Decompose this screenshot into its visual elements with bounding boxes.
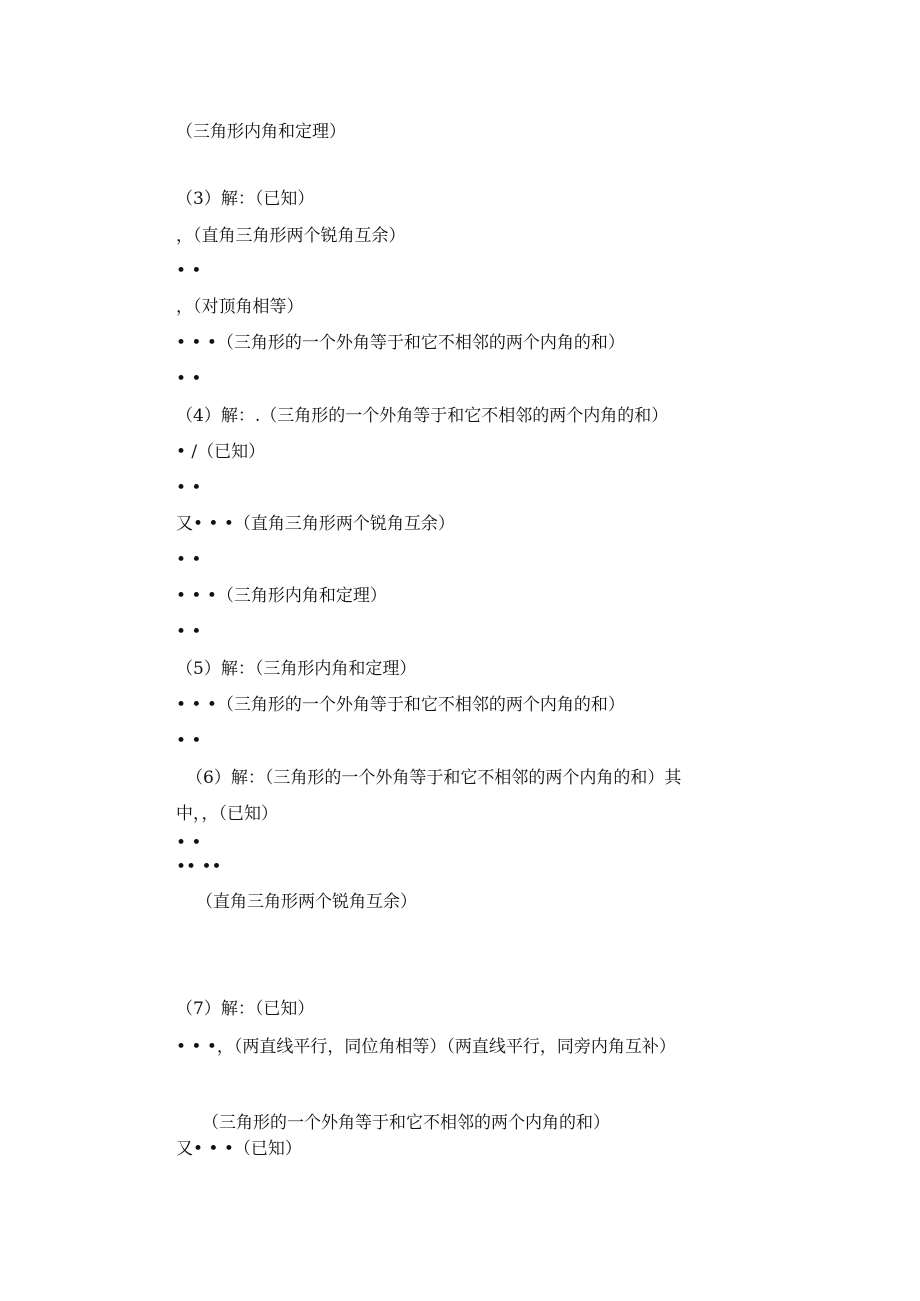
text-line: （3）解：（已知） (176, 189, 315, 209)
text-line: • • (176, 833, 202, 853)
text-line: • • •（三角形的一个外角等于和它不相邻的两个内角的和） (176, 333, 625, 353)
text-line: •• •• (176, 857, 222, 877)
text-line: • • (176, 622, 202, 642)
text-line: 又• • •（已知） (176, 1139, 302, 1159)
text-line: （三角形的一个外角等于和它不相邻的两个内角的和） (202, 1113, 610, 1133)
text-line: • • •（三角形内角和定理） (176, 586, 387, 606)
text-line: • /（已知） (176, 442, 266, 462)
text-line: （4）解：.（三角形的一个外角等于和它不相邻的两个内角的和） (176, 406, 669, 426)
text-line: • • •，（两直线平行，同位角相等）（两直线平行，同旁内角互补） (176, 1037, 676, 1057)
text-line: • • (176, 731, 202, 751)
text-line: （三角形内角和定理） (176, 122, 346, 142)
text-line: • • (176, 369, 202, 389)
text-line: • • (176, 478, 202, 498)
text-line: （5）解：（三角形内角和定理） (176, 659, 417, 679)
text-line: • • (176, 261, 202, 281)
text-line: ，（对顶角相等） (176, 297, 304, 317)
text-line: ，（直角三角形两个锐角互余） (176, 226, 406, 246)
text-line: 又• • •（直角三角形两个锐角互余） (176, 514, 455, 534)
text-line: • • (176, 550, 202, 570)
text-line: （直角三角形两个锐角互余） (196, 892, 417, 912)
text-line: 中，，（已知） (176, 804, 278, 824)
text-line: （7）解：（已知） (176, 999, 315, 1019)
text-line: • • •（三角形的一个外角等于和它不相邻的两个内角的和） (176, 695, 625, 715)
text-line: （6）解：（三角形的一个外角等于和它不相邻的两个内角的和）其 (186, 768, 682, 788)
